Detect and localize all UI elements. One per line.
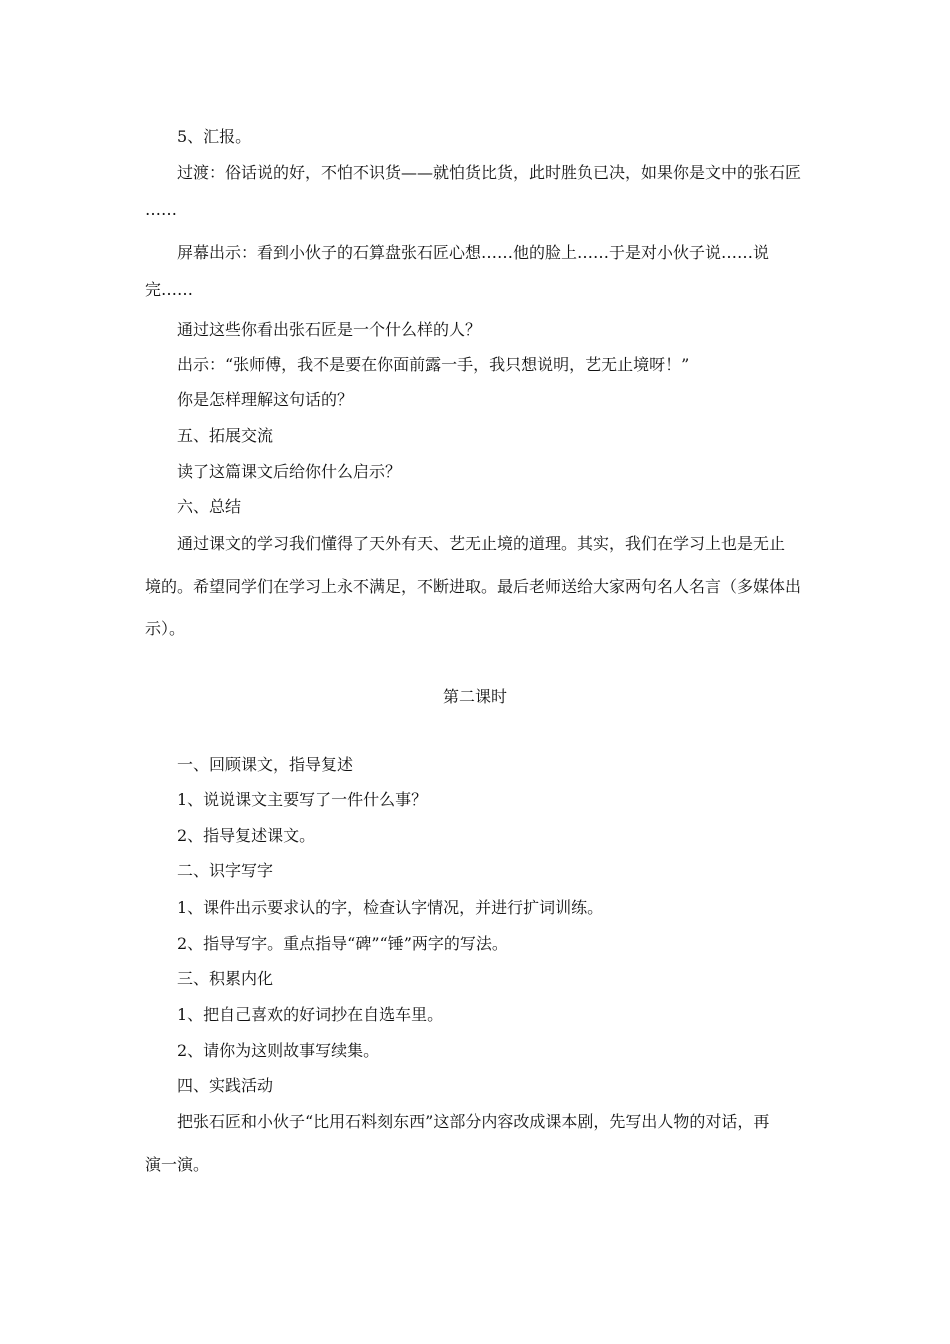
paragraph-summary-line1: 通过课文的学习我们懂得了天外有天、艺无止境的道理。其实，我们在学习上也是无止 — [177, 534, 786, 553]
paragraph-practice-line1: 把张石匠和小伙子“比用石料刻东西”这部分内容改成课本剧，先写出人物的对话，再 — [177, 1112, 770, 1131]
heading-summary: 六、总结 — [177, 497, 242, 516]
paragraph-question-understand: 你是怎样理解这句话的？ — [177, 390, 354, 409]
paragraph-practice-line2: 演一演。 — [145, 1155, 210, 1174]
paragraph-report: 5、汇报。 — [177, 127, 252, 146]
paragraph-summary-line2: 境的。希望同学们在学习上永不满足，不断进取。最后老师送给大家两句名人名言（多媒体出 — [145, 577, 802, 596]
paragraph-transition-line1: 过渡：俗话说的好，不怕不识货——就怕货比货，此时胜负已决，如果你是文中的张石匠 — [177, 163, 802, 182]
list-item-recognize: 1、课件出示要求认的字，检查认字情况，并进行扩词训练。 — [177, 898, 604, 917]
section-title: 第二课时 — [442, 687, 507, 706]
paragraph-question-person: 通过这些你看出张石匠是一个什么样的人？ — [177, 320, 482, 339]
paragraph-screen-line2: 完…… — [145, 280, 194, 299]
list-item-sequel: 2、请你为这则故事写续集。 — [177, 1041, 380, 1060]
heading-practice: 四、实践活动 — [177, 1076, 274, 1095]
list-item-tell: 1、说说课文主要写了一件什么事？ — [177, 790, 428, 809]
paragraph-quote: 出示：“张师傅，我不是要在你面前露一手，我只想说明，艺无止境呀！” — [177, 355, 690, 374]
list-item-retell: 2、指导复述课文。 — [177, 826, 316, 845]
heading-accumulate: 三、积累内化 — [177, 969, 274, 988]
paragraph-summary-line3: 示）。 — [145, 619, 186, 638]
list-item-writing: 2、指导写字。重点指导“碑”“锤”两字的写法。 — [177, 934, 508, 953]
paragraph-screen-line1: 屏幕出示：看到小伙子的石算盘张石匠心想……他的脸上……于是对小伙子说……说 — [177, 243, 770, 262]
heading-literacy: 二、识字写字 — [177, 861, 274, 880]
paragraph-inspiration: 读了这篇课文后给你什么启示？ — [177, 462, 402, 481]
list-item-copy-words: 1、把自己喜欢的好词抄在自选车里。 — [177, 1005, 444, 1024]
paragraph-transition-line2: …… — [145, 200, 177, 219]
heading-review: 一、回顾课文，指导复述 — [177, 755, 354, 774]
heading-expand: 五、拓展交流 — [177, 426, 274, 445]
